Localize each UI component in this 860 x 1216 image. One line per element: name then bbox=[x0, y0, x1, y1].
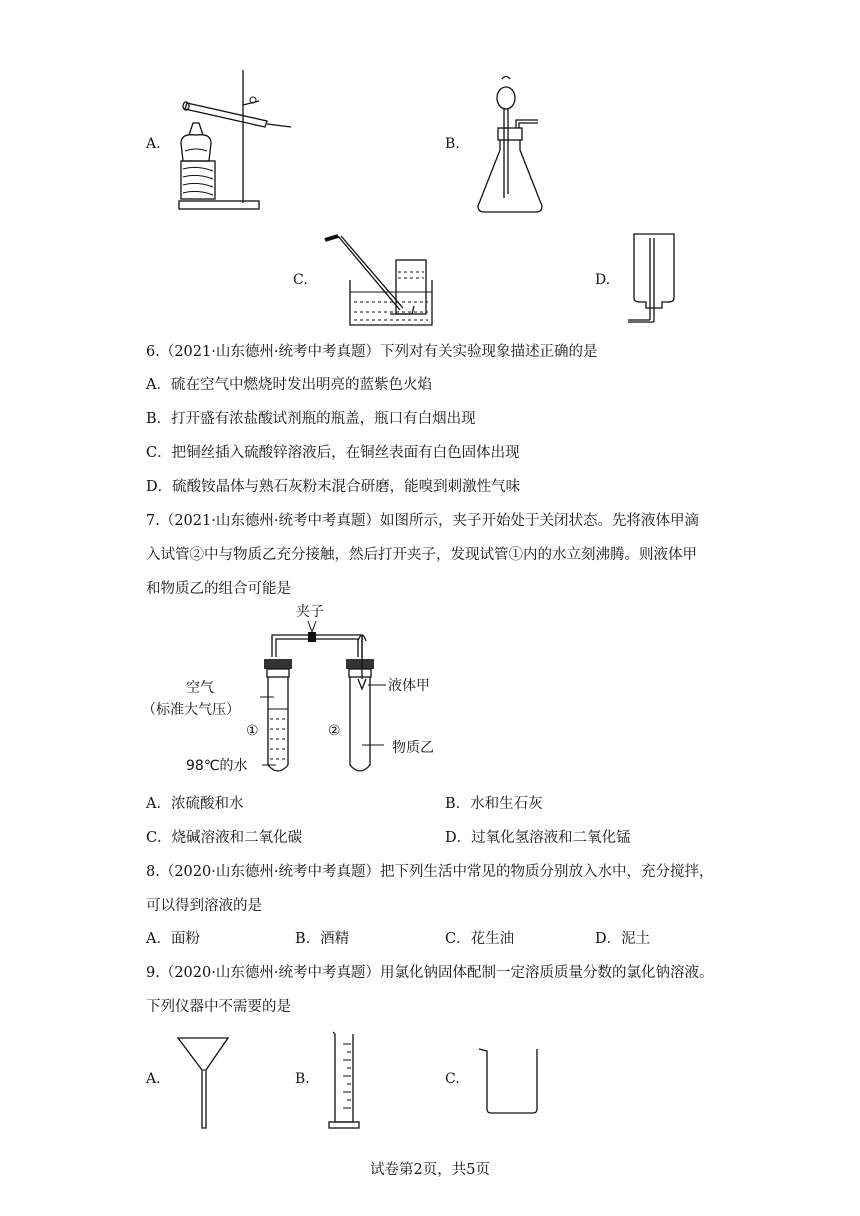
q5-apparatus-a-heating-tube bbox=[175, 65, 295, 215]
q9-stem-line-2: 下列仪器中不需要的是 bbox=[146, 999, 291, 1015]
q7-option-d: D．过氧化氢溶液和二氧化锰 bbox=[445, 830, 631, 846]
q5-apparatus-c-water-collection bbox=[320, 228, 440, 328]
q6-option-c: C．把铜丝插入硫酸锌溶液后，在铜丝表面有白色固体出现 bbox=[146, 445, 520, 461]
q5-option-c-label: C. bbox=[293, 272, 308, 288]
q7-label-tube-2: ② bbox=[328, 723, 341, 739]
q6-option-d: D．硫酸铵晶体与熟石灰粉末混合研磨，能嗅到刺激性气味 bbox=[146, 479, 521, 495]
q9-beaker-icon bbox=[475, 1045, 545, 1115]
q8-stem-line-1: 8.（2020·山东德州·统考中考真题）把下列生活中常见的物质分别放入水中，充分搅拌， bbox=[146, 864, 714, 880]
q9-stem-line-1: 9.（2020·山东德州·统考中考真题）用氯化钠固体配制一定溶质质量分数的氯化钠溶液。 bbox=[146, 965, 714, 981]
q8-option-b: B．酒精 bbox=[295, 931, 350, 947]
q7-stem-line-1: 7.（2021·山东德州·统考中考真题）如图所示，夹子开始处于关闭状态。先将液体甲滴 bbox=[146, 513, 699, 529]
q7-label-clip: 夹子 bbox=[296, 604, 324, 620]
q7-label-liquid: 液体甲 bbox=[388, 678, 430, 694]
q7-label-substance: 物质乙 bbox=[392, 740, 434, 756]
q7-option-b: B．水和生石灰 bbox=[445, 796, 543, 812]
q9-option-c-label: C. bbox=[445, 1071, 460, 1087]
q8-option-c: C．花生油 bbox=[445, 931, 515, 947]
q9-option-a-label: A. bbox=[146, 1071, 161, 1087]
q7-label-tube-1: ① bbox=[246, 723, 259, 739]
q5-option-d-label: D. bbox=[595, 272, 611, 288]
q6-option-a: A．硫在空气中燃烧时发出明亮的蓝紫色火焰 bbox=[146, 377, 432, 393]
q7-stem-line-3: 和物质乙的组合可能是 bbox=[146, 581, 291, 597]
q7-label-air: 空气 bbox=[186, 680, 214, 696]
q7-option-a: A．浓硫酸和水 bbox=[146, 796, 244, 812]
q7-figure bbox=[140, 605, 460, 780]
q5-apparatus-d-bottle-collection bbox=[624, 232, 684, 327]
q9-graduated-cylinder-icon bbox=[325, 1030, 365, 1132]
q7-stem-line-2: 入试管②中与物质乙充分接触，然后打开夹子，发现试管①内的水立刻沸腾。则液体甲 bbox=[146, 547, 697, 563]
q5-apparatus-b-conical-flask bbox=[474, 76, 554, 216]
q8-option-a: A．面粉 bbox=[146, 931, 200, 947]
q7-label-standard-pressure: （标准大气压） bbox=[142, 702, 240, 718]
q5-option-b-label: B. bbox=[445, 136, 460, 152]
q7-option-c: C．烧碱溶液和二氧化碳 bbox=[146, 830, 303, 846]
q9-funnel-icon bbox=[176, 1030, 236, 1130]
q9-option-b-label: B. bbox=[295, 1071, 310, 1087]
page-footer: 试卷第2页，共5页 bbox=[370, 1162, 490, 1178]
q8-option-d: D．泥土 bbox=[595, 931, 651, 947]
q7-label-water: 98℃的水 bbox=[186, 758, 248, 774]
q5-option-a-label: A. bbox=[146, 136, 161, 152]
q8-stem-line-2: 可以得到溶液的是 bbox=[146, 898, 262, 914]
q6-stem: 6.（2021·山东德州·统考中考真题）下列对有关实验现象描述正确的是 bbox=[146, 344, 598, 360]
q6-option-b: B．打开盛有浓盐酸试剂瓶的瓶盖，瓶口有白烟出现 bbox=[146, 411, 476, 427]
